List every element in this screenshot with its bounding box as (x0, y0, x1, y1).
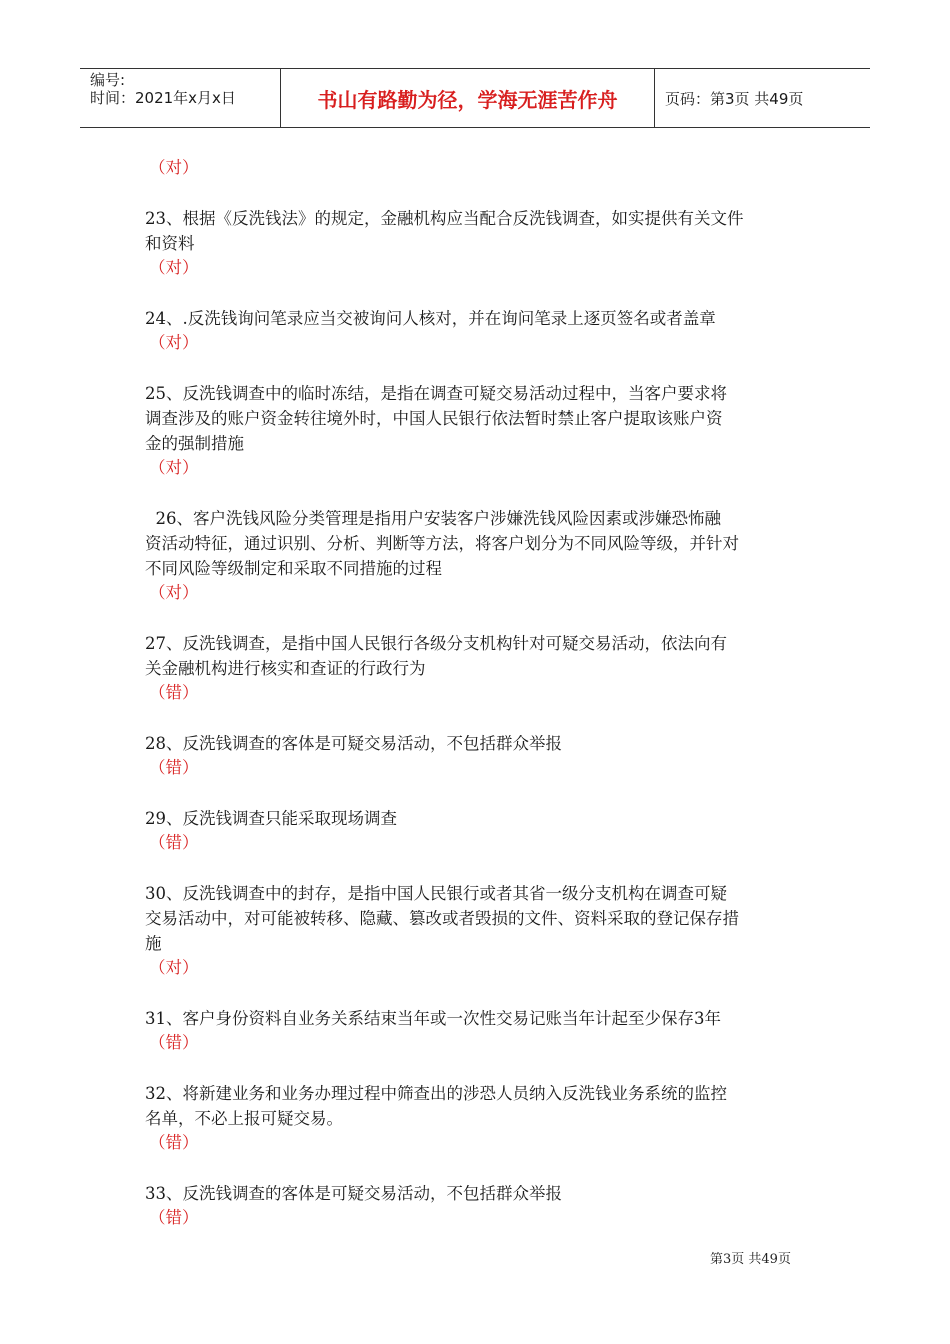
question-item (145, 1006, 815, 1055)
question-text: 32、将新建业务和业务办理过程中筛查出的涉恐人员纳入反洗钱业务系统的监控 名单，不必上报可疑交易。 (145, 1084, 727, 1128)
answer-mark: （错） (149, 683, 199, 702)
question-text: 28、反洗钱调查的客体是可疑交易活动，不包括群众举报 (145, 734, 562, 753)
date-line: 时间：2021年x月x日 (90, 89, 236, 107)
header-meta (80, 69, 281, 127)
answer-mark: （对） (149, 958, 199, 977)
answer-mark: （错） (149, 1133, 199, 1152)
question-list (145, 156, 815, 1230)
answer-mark: （对） (149, 258, 199, 277)
question-item (145, 306, 815, 355)
answer-mark: （对） (149, 333, 199, 352)
question-text: 30、反洗钱调查中的封存，是指中国人民银行或者其省一级分支机构在调查可疑 交易活动中，对可能被转移、隐藏、篡改或者毁损的文件、资料采取的登记保存措 施 (145, 884, 739, 953)
question-item (145, 731, 815, 780)
question-text: 25、反洗钱调查中的临时冻结，是指在调查可疑交易活动过程中，当客户要求将 调查涉及的账户资金转往境外时，中国人民银行依法暂时禁止客户提取该账户资 金的强制措施 (145, 384, 727, 453)
header-motto: 书山有路勤为径，学海无涯苦作舟 (281, 69, 655, 127)
question-item (145, 881, 815, 980)
question-item (145, 1181, 815, 1230)
answer-mark: （错） (149, 758, 199, 777)
question-text: 26、客户洗钱风险分类管理是指用户安装客户涉嫌洗钱风险因素或涉嫌恐怖融 资活动特征，通过识别、分析、判断等方法，将客户划分为不同风险等级，并针对 不同风险等级制定和采取不同措施的过程 (145, 509, 739, 578)
answer-mark: （错） (149, 1033, 199, 1052)
question-text: 29、反洗钱调查只能采取现场调查 (145, 809, 397, 828)
question-item (145, 156, 815, 180)
question-item (145, 806, 815, 855)
question-text: 31、客户身份资料自业务关系结束当年或一次性交易记账当年计起至少保存3年 (145, 1009, 721, 1028)
header-page-info: 页码：第3页 共49页 (665, 89, 804, 108)
question-text: 33、反洗钱调查的客体是可疑交易活动，不包括群众举报 (145, 1184, 562, 1203)
question-item (145, 1081, 815, 1155)
code-label: 编号: (90, 71, 126, 89)
answer-mark: （对） (149, 583, 199, 602)
answer-mark: （对） (149, 458, 199, 477)
page-header (80, 68, 870, 128)
question-item (145, 631, 815, 705)
question-text: 27、反洗钱调查，是指中国人民银行各级分支机构针对可疑交易活动，依法向有 关金融机构进行核实和查证的行政行为 (145, 634, 727, 678)
question-text: 24、.反洗钱询问笔录应当交被询问人核对，并在询问笔录上逐页签名或者盖章 (145, 309, 716, 328)
question-item (145, 506, 815, 605)
question-item (145, 381, 815, 480)
question-text: 23、根据《反洗钱法》的规定，金融机构应当配合反洗钱调查，如实提供有关文件 和资料 (145, 209, 744, 253)
answer-mark: （对） (149, 158, 199, 177)
question-item (145, 206, 815, 280)
answer-mark: （错） (149, 1208, 199, 1227)
footer-page-number: 第3页 共49页 (710, 1252, 791, 1267)
answer-mark: （错） (149, 833, 199, 852)
